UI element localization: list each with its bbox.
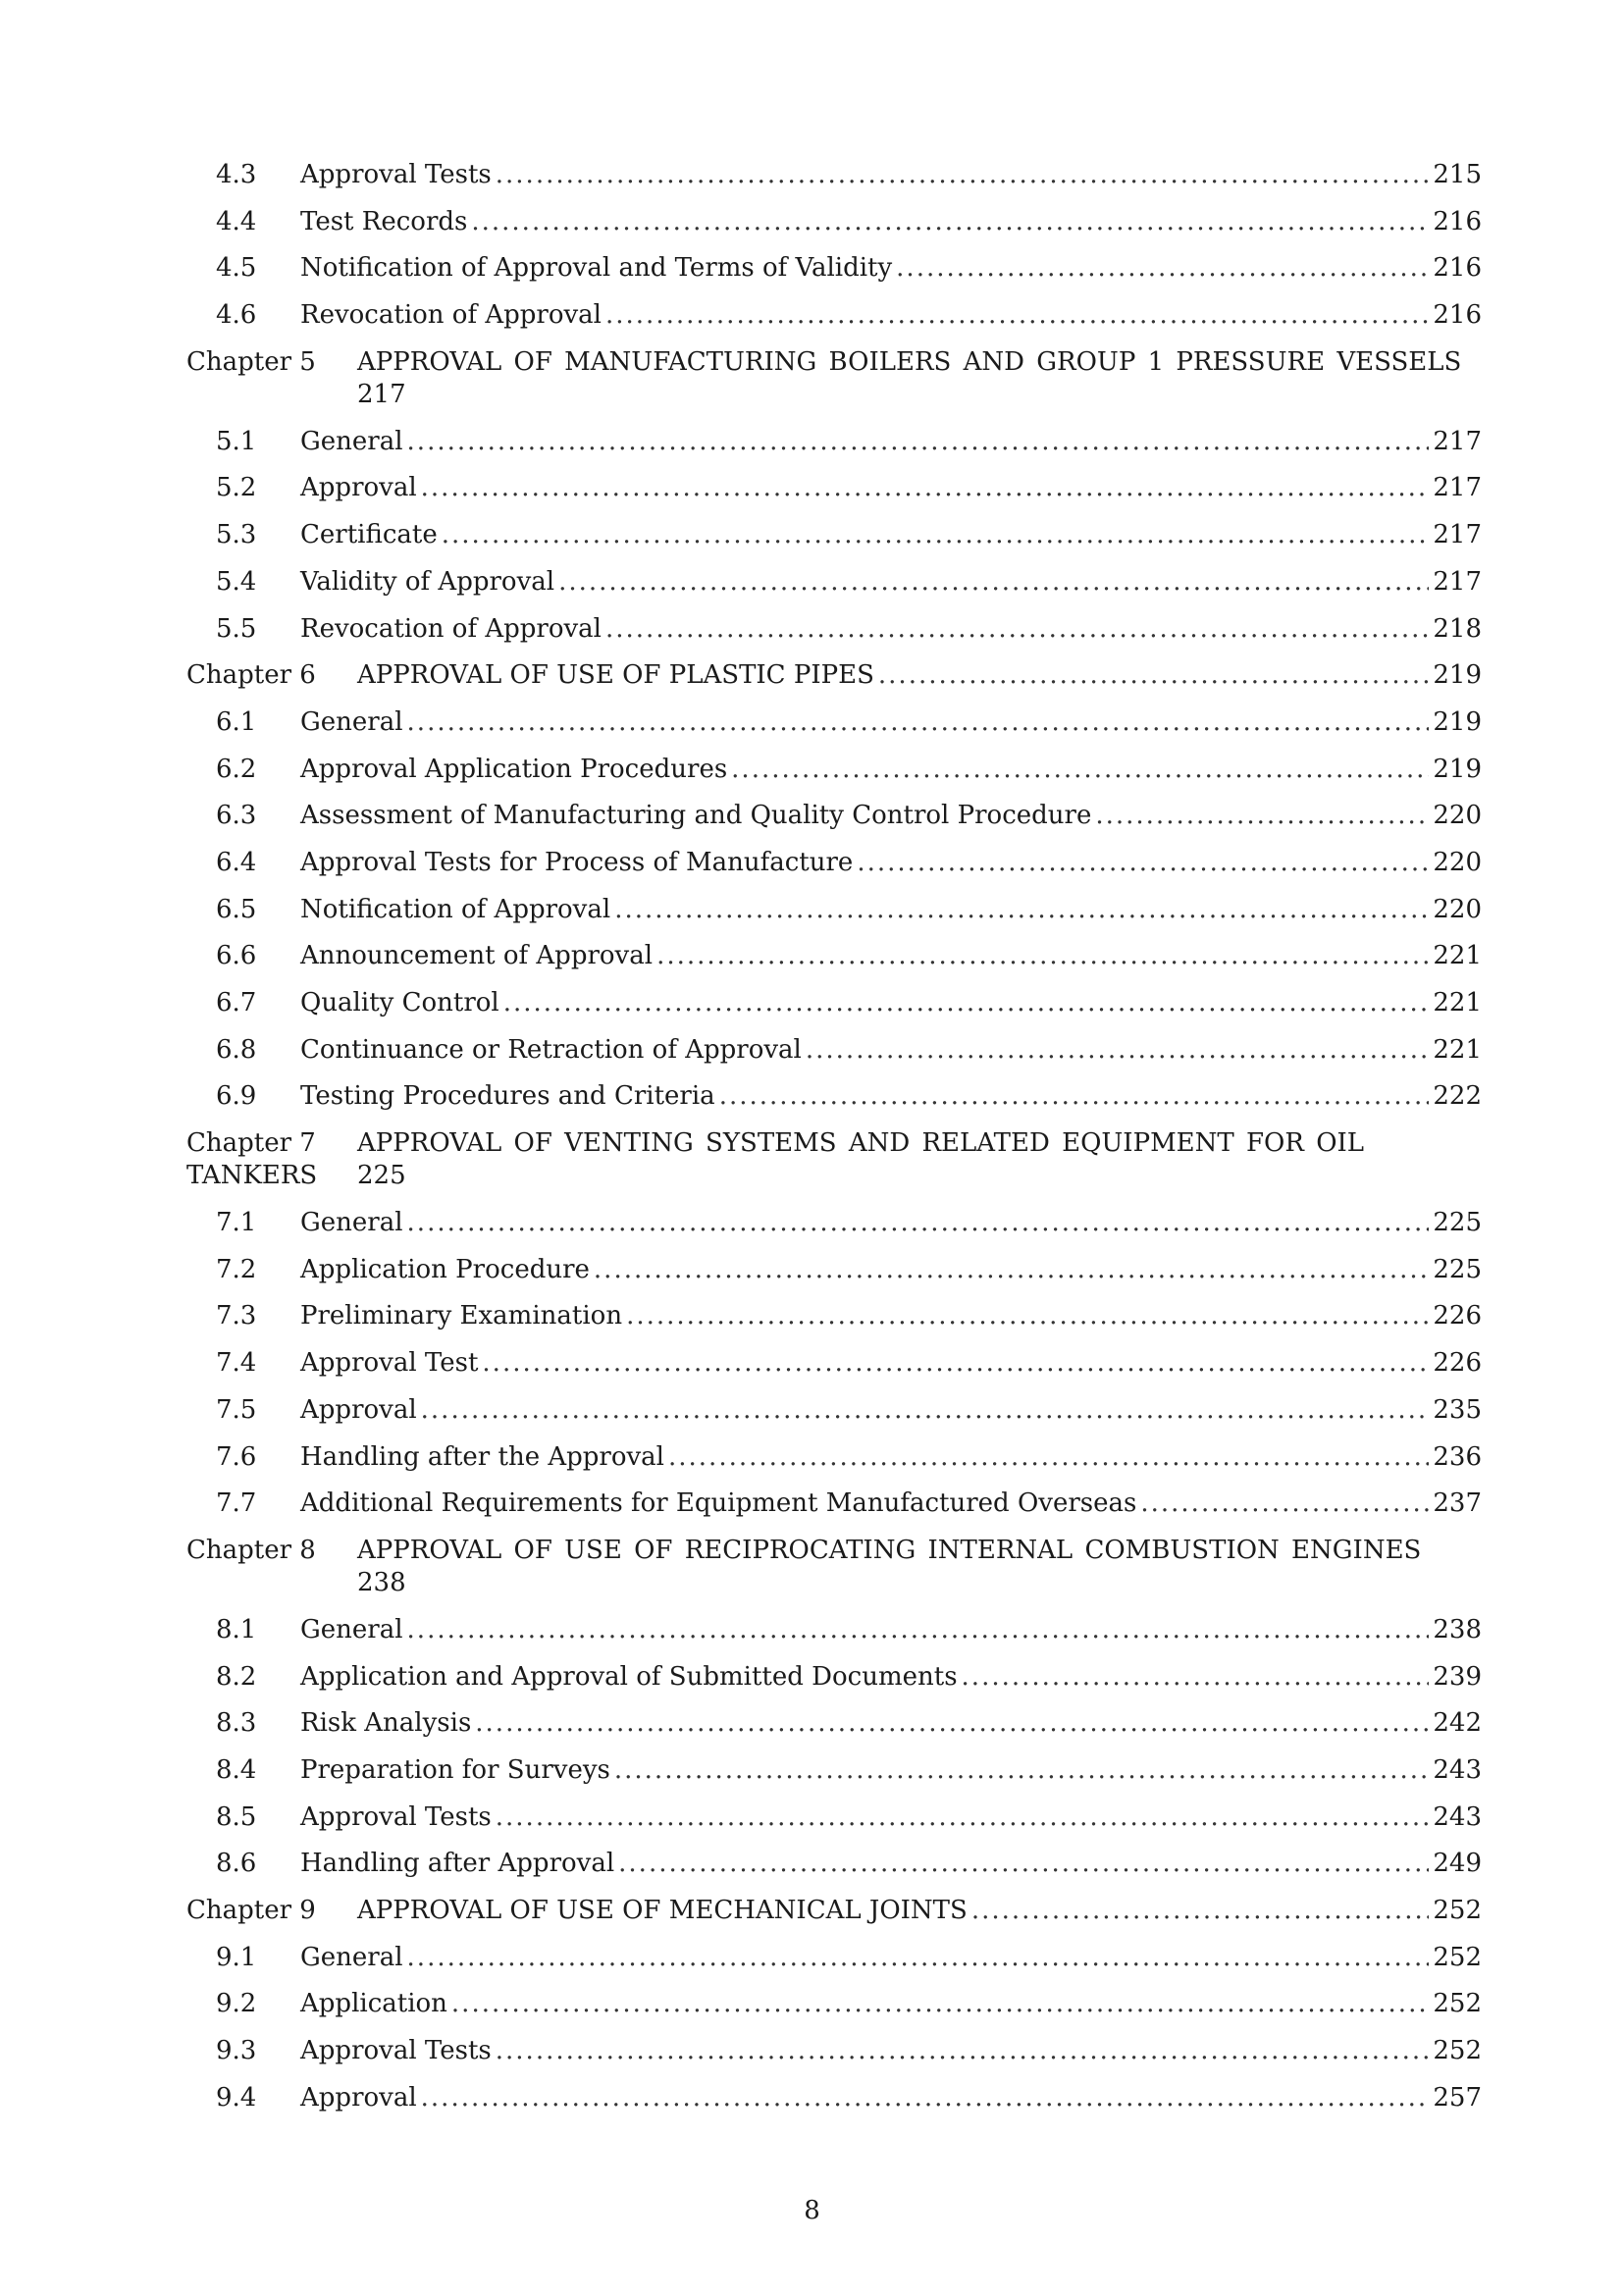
toc-entry-page: 220 (1433, 894, 1482, 924)
toc-entry-number: Chapter 6 (186, 660, 316, 691)
toc-chapter-entry[interactable] (186, 1888, 1482, 1935)
toc-dot-leader (618, 1841, 1429, 1888)
toc-entry-number: 8.6 (216, 1849, 257, 1879)
toc-section-entry[interactable] (186, 2028, 1482, 2075)
toc-section-entry[interactable] (186, 980, 1482, 1027)
toc-entry-title-continued: TANKERS (186, 1161, 318, 1191)
toc-section-entry[interactable] (186, 1293, 1482, 1340)
toc-entry-page: 220 (1433, 801, 1482, 831)
toc-entry-number: 6.5 (216, 894, 257, 924)
toc-dot-leader (421, 465, 1430, 512)
toc-entry-page: 237 (1433, 1488, 1482, 1519)
toc-entry-page: 238 (357, 1567, 406, 1597)
toc-entry-title: Quality Control (300, 988, 499, 1018)
toc-entry-page: 225 (357, 1161, 406, 1191)
toc-entry-number: 5.4 (216, 566, 257, 597)
toc-section-entry[interactable] (186, 887, 1482, 934)
toc-entry-title: General (300, 706, 403, 737)
toc-entry-page: 252 (1433, 2036, 1482, 2066)
toc-section-entry[interactable] (186, 1200, 1482, 1247)
toc-entry-title: General (300, 1208, 403, 1238)
toc-entry-page: 225 (1433, 1254, 1482, 1284)
toc-entry-page: 226 (1433, 1348, 1482, 1379)
toc-chapter-entry[interactable] (186, 339, 1482, 419)
toc-entry-number: 4.4 (216, 206, 257, 236)
toc-dot-leader (407, 1935, 1430, 1982)
toc-section-entry[interactable] (186, 292, 1482, 339)
toc-dot-leader (731, 747, 1429, 794)
toc-entry-title: APPROVAL OF USE OF PLASTIC PIPES (357, 660, 874, 691)
toc-dot-leader (878, 652, 1429, 700)
toc-entry-number: 7.6 (216, 1441, 257, 1472)
toc-entry-page: 252 (1433, 1896, 1482, 1925)
toc-entry-title: Continuance or Retraction of Approval (300, 1034, 802, 1065)
toc-entry-page: 226 (1433, 1301, 1482, 1331)
toc-dot-leader (407, 419, 1430, 466)
toc-entry-page: 219 (1433, 660, 1482, 691)
toc-entry-page: 217 (1433, 566, 1482, 597)
toc-entry-title: Validity of Approval (300, 566, 555, 597)
toc-entry-number: 6.6 (216, 941, 257, 971)
toc-section-entry[interactable] (186, 793, 1482, 840)
toc-entry-title: Approval Application Procedures (300, 754, 728, 784)
toc-section-entry[interactable] (186, 700, 1482, 747)
toc-dot-leader (1095, 793, 1429, 840)
toc-entry-title: Application and Approval of Submitted Documents (300, 1661, 958, 1692)
toc-dot-leader (475, 1700, 1429, 1748)
toc-entry-page: 239 (1433, 1661, 1482, 1692)
toc-entry-title: APPROVAL OF USE OF MECHANICAL JOINTS (357, 1896, 968, 1925)
toc-section-entry[interactable] (186, 512, 1482, 559)
toc-entry-page: 225 (1433, 1208, 1482, 1238)
toc-entry-number: 9.1 (216, 1942, 257, 1972)
toc-entry-number: 4.6 (216, 300, 257, 331)
toc-entry-title: Approval Tests (300, 1801, 492, 1832)
toc-entry-number: 4.5 (216, 253, 257, 284)
toc-section-entry[interactable] (186, 1981, 1482, 2028)
toc-entry-title: Handling after the Approval (300, 1441, 664, 1472)
toc-dot-leader (407, 1200, 1430, 1247)
toc-entry-page: 221 (1433, 941, 1482, 971)
toc-entry-page: 219 (1433, 706, 1482, 737)
toc-entry-page: 222 (1433, 1081, 1482, 1112)
toc-entry-page: 252 (1433, 1942, 1482, 1972)
toc-section-entry[interactable] (186, 933, 1482, 980)
toc-entry-number: 6.1 (216, 706, 257, 737)
toc-dot-leader (605, 292, 1429, 339)
toc-section-entry[interactable] (186, 1748, 1482, 1795)
toc-dot-leader (806, 1027, 1429, 1074)
toc-entry-title: Test Records (300, 206, 468, 236)
toc-entry-page: 217 (357, 379, 406, 409)
toc-section-entry[interactable] (186, 1795, 1482, 1842)
toc-entry-page: 236 (1433, 1441, 1482, 1472)
toc-entry-page: 235 (1433, 1394, 1482, 1425)
toc-dot-leader (668, 1435, 1429, 1482)
toc-entry-page: 249 (1433, 1849, 1482, 1879)
toc-dot-leader (857, 840, 1429, 887)
toc-entry-page: 243 (1433, 1801, 1482, 1832)
toc-entry-number: 8.1 (216, 1614, 257, 1644)
toc-dot-leader (407, 700, 1430, 747)
toc-section-entry[interactable] (186, 1435, 1482, 1482)
toc-section-entry[interactable] (186, 1073, 1482, 1121)
toc-entry-page: 215 (1433, 160, 1482, 189)
toc-entry-number: 7.5 (216, 1394, 257, 1425)
toc-entry-page: 217 (1433, 473, 1482, 503)
toc-entry-title: Certificate (300, 520, 438, 550)
toc-entry-number: Chapter 9 (186, 1896, 316, 1925)
toc-entry-number: 6.4 (216, 847, 257, 877)
toc-dot-leader (421, 2075, 1430, 2122)
toc-entry-title: Notification of Approval (300, 894, 611, 924)
toc-entry-title: APPROVAL OF MANUFACTURING BOILERS AND GROUP 1 PRESSURE VESSELS (357, 346, 1462, 377)
toc-dot-leader (558, 559, 1429, 606)
toc-entry-number: 7.3 (216, 1301, 257, 1331)
toc-entry-page: 217 (1433, 520, 1482, 550)
toc-entry-number: Chapter 8 (186, 1535, 316, 1565)
toc-entry-title: Revocation of Approval (300, 613, 602, 644)
toc-dot-leader (719, 1073, 1430, 1121)
toc-entry-title: APPROVAL OF VENTING SYSTEMS AND RELATED EQUIPMENT FOR OIL (357, 1128, 1365, 1159)
toc-dot-leader (594, 1247, 1429, 1294)
toc-entry-page: 217 (1433, 426, 1482, 456)
toc-section-entry[interactable] (186, 1841, 1482, 1888)
toc-entry-title: Approval Tests (300, 160, 492, 189)
toc-dot-leader (471, 199, 1429, 246)
toc-entry-title: Approval Tests (300, 2036, 492, 2066)
toc-entry-title: General (300, 1942, 403, 1972)
toc-section-entry[interactable] (186, 245, 1482, 292)
toc-entry-number: 7.2 (216, 1254, 257, 1284)
toc-dot-leader (614, 1748, 1429, 1795)
toc-section-entry[interactable] (186, 1481, 1482, 1528)
toc-entry-title: Handling after Approval (300, 1849, 615, 1879)
toc-entry-title: Application Procedure (300, 1254, 590, 1284)
toc-entry-title: Assessment of Manufacturing and Quality Control Procedure (300, 801, 1092, 831)
toc-entry-page: 242 (1433, 1708, 1482, 1739)
toc-section-entry[interactable] (186, 1935, 1482, 1982)
toc-entry-number: 5.5 (216, 613, 257, 644)
toc-section-entry[interactable] (186, 559, 1482, 606)
toc-entry-title: Approval Tests for Process of Manufacture (300, 847, 854, 877)
toc-entry-title: Approval (300, 473, 417, 503)
toc-entry-number: 8.5 (216, 1801, 257, 1832)
toc-entry-page: 221 (1433, 988, 1482, 1018)
toc-entry-page: 243 (1433, 1754, 1482, 1785)
toc-entry-page: 216 (1433, 253, 1482, 284)
toc-entry-title: Risk Analysis (300, 1708, 472, 1739)
toc-dot-leader (896, 245, 1429, 292)
toc-entry-page: 218 (1433, 613, 1482, 644)
toc-entry-number: 5.1 (216, 426, 257, 456)
toc-entry-page: 219 (1433, 754, 1482, 784)
toc-section-entry[interactable] (186, 199, 1482, 246)
toc-dot-leader (503, 980, 1430, 1027)
toc-entry-title: Revocation of Approval (300, 300, 602, 331)
toc-dot-leader (971, 1888, 1430, 1935)
toc-entry-number: 8.3 (216, 1708, 257, 1739)
toc-entry-title: Testing Procedures and Criteria (300, 1081, 715, 1112)
toc-entry-title: Application (300, 1989, 447, 2019)
toc-section-entry[interactable] (186, 1700, 1482, 1748)
toc-entry-number: 5.2 (216, 473, 257, 503)
table-of-contents (186, 152, 1482, 2121)
toc-section-entry[interactable] (186, 1027, 1482, 1074)
toc-dot-leader (626, 1293, 1429, 1340)
toc-entry-page: 220 (1433, 847, 1482, 877)
toc-section-entry[interactable] (186, 2075, 1482, 2122)
toc-entry-page: 216 (1433, 300, 1482, 331)
toc-entry-title: Approval (300, 2082, 417, 2113)
toc-entry-number: Chapter 7 (186, 1128, 316, 1159)
toc-chapter-entry[interactable] (186, 1121, 1482, 1200)
toc-dot-leader (407, 1607, 1430, 1654)
toc-dot-leader (496, 152, 1430, 199)
toc-chapter-entry[interactable] (186, 1528, 1482, 1607)
toc-entry-title: APPROVAL OF USE OF RECIPROCATING INTERNAL COMBUSTION ENGINES (357, 1535, 1422, 1565)
toc-dot-leader (614, 887, 1429, 934)
toc-entry-title: General (300, 426, 403, 456)
toc-entry-title: Preparation for Surveys (300, 1754, 610, 1785)
toc-entry-number: 9.4 (216, 2082, 257, 2113)
page-number: 8 (804, 2196, 820, 2225)
toc-dot-leader (421, 1387, 1430, 1435)
toc-section-entry[interactable] (186, 152, 1482, 199)
toc-entry-number: 6.7 (216, 988, 257, 1018)
toc-section-entry[interactable] (186, 419, 1482, 466)
toc-entry-number: 7.1 (216, 1208, 257, 1238)
toc-entry-page: 238 (1433, 1614, 1482, 1644)
toc-section-entry[interactable] (186, 840, 1482, 887)
toc-dot-leader (451, 1981, 1429, 2028)
toc-dot-leader (656, 933, 1429, 980)
toc-entry-number: 9.3 (216, 2036, 257, 2066)
toc-entry-number: 9.2 (216, 1989, 257, 2019)
toc-dot-leader (496, 2028, 1430, 2075)
toc-entry-number: 5.3 (216, 520, 257, 550)
toc-entry-page: 216 (1433, 206, 1482, 236)
toc-dot-leader (605, 606, 1429, 653)
toc-section-entry[interactable] (186, 1247, 1482, 1294)
toc-entry-title: Preliminary Examination (300, 1301, 623, 1331)
toc-entry-number: 7.4 (216, 1348, 257, 1379)
toc-entry-number: 6.8 (216, 1034, 257, 1065)
toc-entry-title: Notification of Approval and Terms of Validity (300, 253, 893, 284)
toc-section-entry[interactable] (186, 1607, 1482, 1654)
toc-entry-number: 6.2 (216, 754, 257, 784)
toc-dot-leader (962, 1654, 1430, 1701)
toc-entry-number: 8.2 (216, 1661, 257, 1692)
toc-entry-title: General (300, 1614, 403, 1644)
toc-section-entry[interactable] (186, 606, 1482, 653)
toc-section-entry[interactable] (186, 1654, 1482, 1701)
toc-entry-page: 252 (1433, 1989, 1482, 2019)
toc-entry-title: Announcement of Approval (300, 941, 654, 971)
toc-chapter-entry[interactable] (186, 652, 1482, 700)
toc-entry-number: 6.3 (216, 801, 257, 831)
toc-entry-title: Approval Test (300, 1348, 479, 1379)
toc-entry-title: Approval (300, 1394, 417, 1425)
toc-dot-leader (496, 1795, 1430, 1842)
toc-entry-title: Additional Requirements for Equipment Manufactured Overseas (300, 1488, 1137, 1519)
toc-section-entry[interactable] (186, 465, 1482, 512)
toc-entry-number: Chapter 5 (186, 346, 316, 377)
toc-entry-number: 6.9 (216, 1081, 257, 1112)
toc-entry-number: 4.3 (216, 160, 257, 189)
toc-entry-number: 7.7 (216, 1488, 257, 1519)
toc-dot-leader (1140, 1481, 1429, 1528)
toc-dot-leader (482, 1340, 1429, 1387)
toc-section-entry[interactable] (186, 1340, 1482, 1387)
toc-dot-leader (442, 512, 1430, 559)
toc-section-entry[interactable] (186, 1387, 1482, 1435)
toc-entry-page: 257 (1433, 2082, 1482, 2113)
toc-section-entry[interactable] (186, 747, 1482, 794)
toc-entry-page: 221 (1433, 1034, 1482, 1065)
toc-entry-number: 8.4 (216, 1754, 257, 1785)
